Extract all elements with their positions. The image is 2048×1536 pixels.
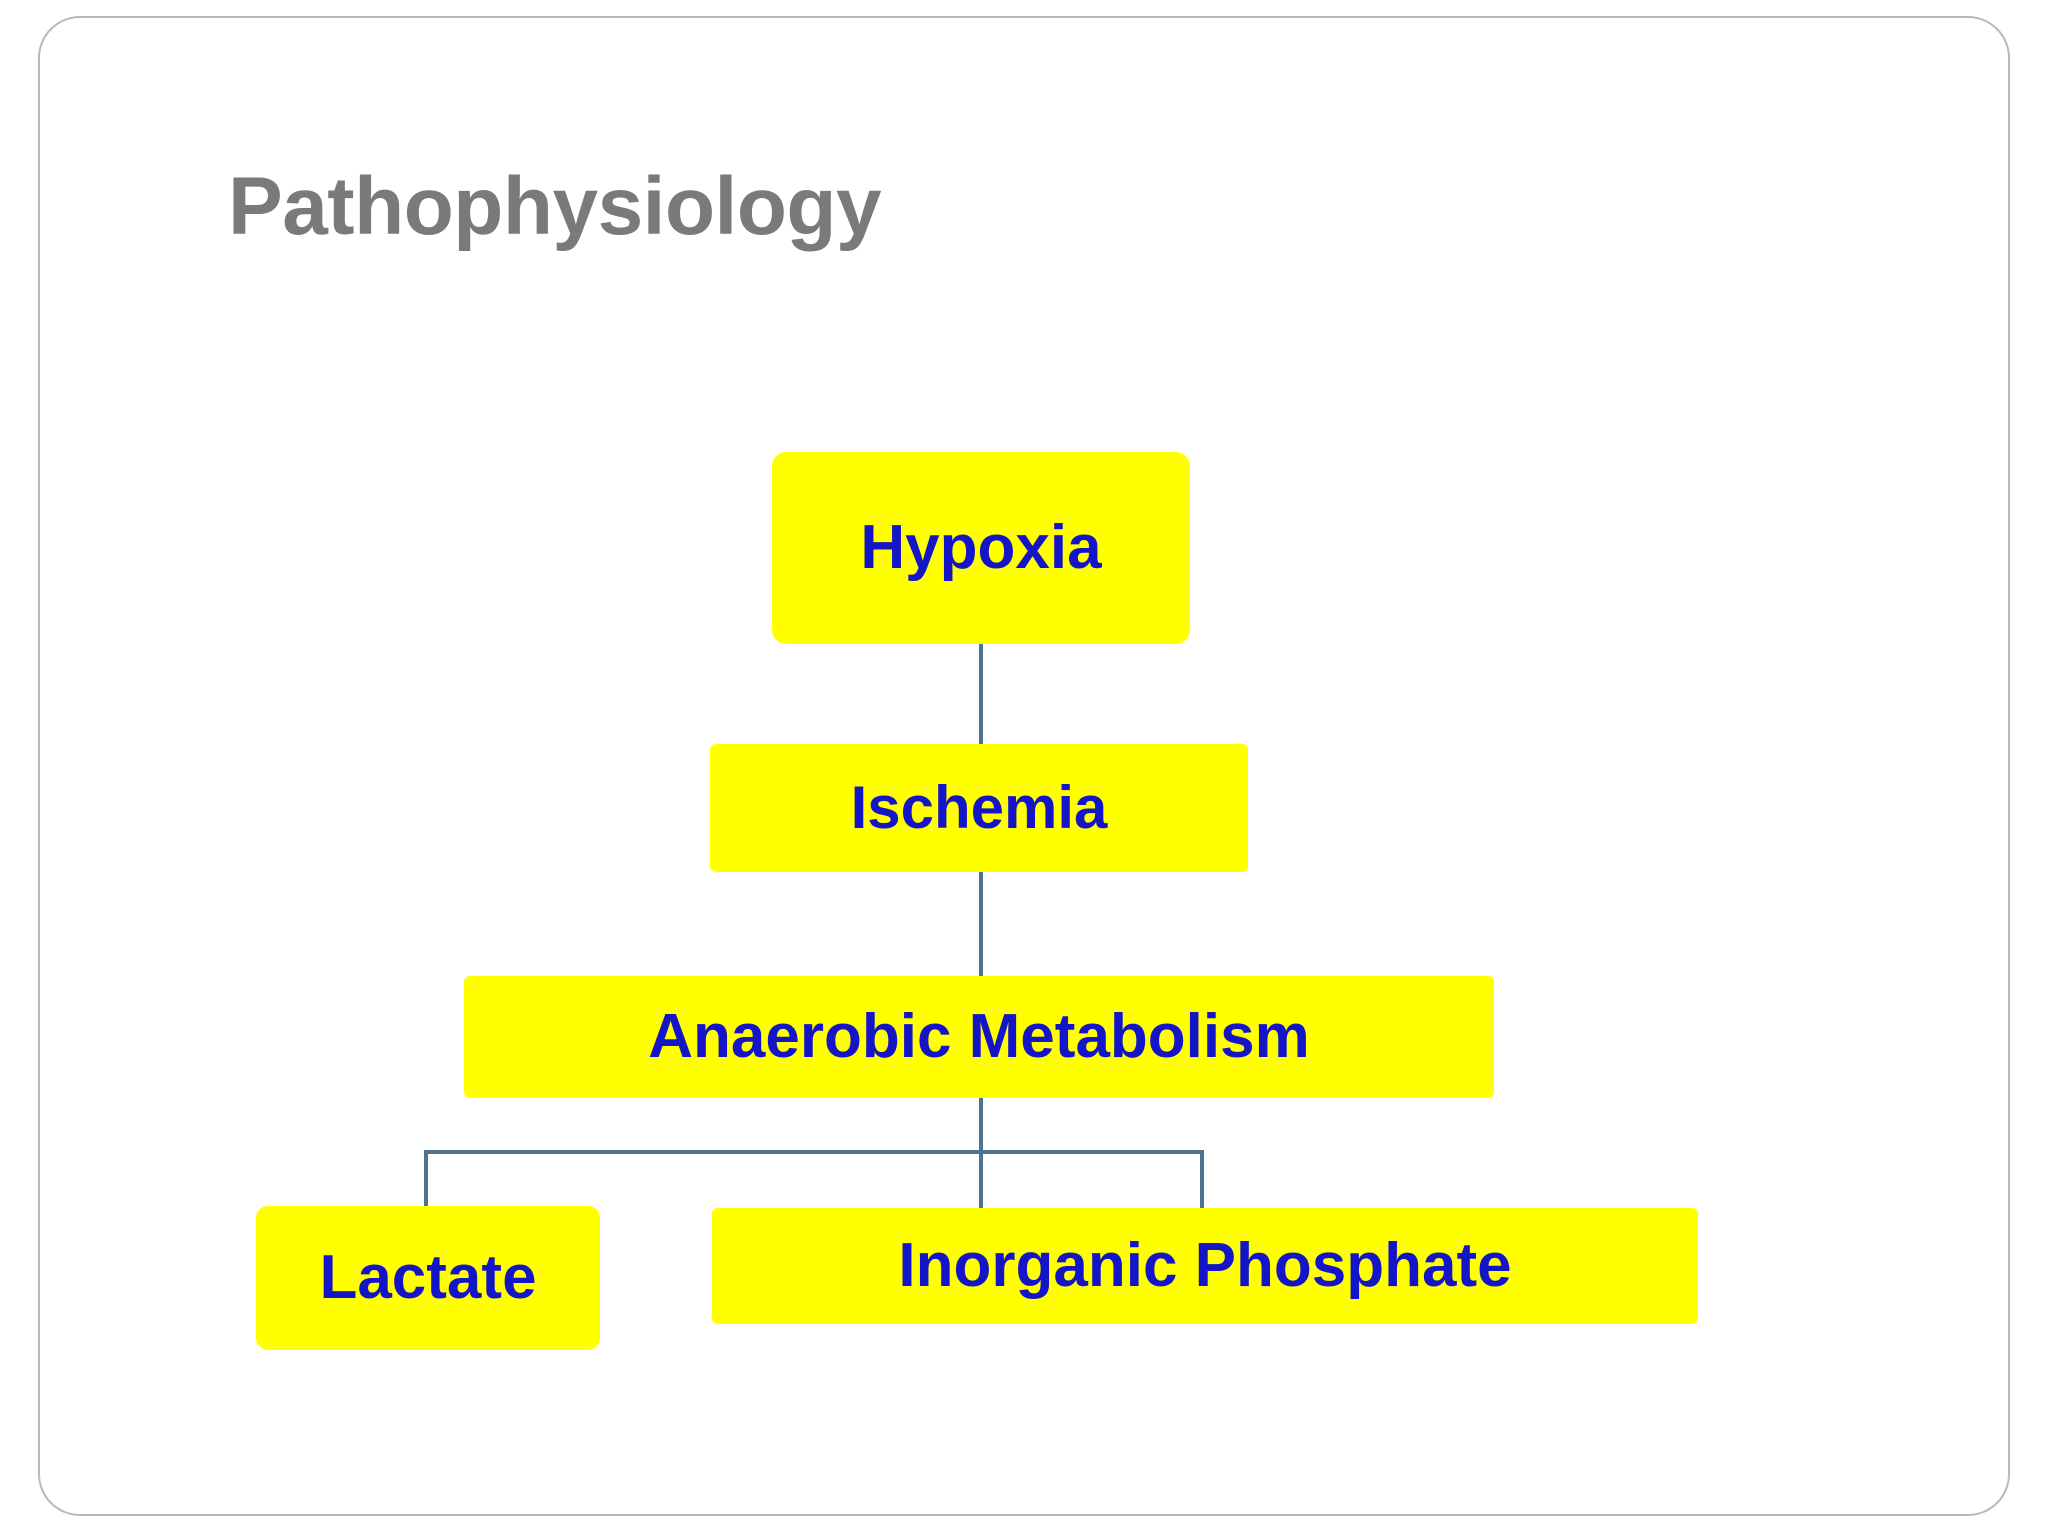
flow-node-ischemia: Ischemia bbox=[710, 744, 1248, 872]
connector-branch-to-phosphate bbox=[1200, 1150, 1204, 1212]
flow-node-hypoxia: Hypoxia bbox=[772, 452, 1190, 644]
flow-node-anaerobic-metabolism: Anaerobic Metabolism bbox=[464, 976, 1494, 1098]
connector-hypoxia-to-ischemia bbox=[979, 640, 983, 748]
connector-branch-horizontal bbox=[424, 1150, 1204, 1154]
flow-node-inorganic-phosphate: Inorganic Phosphate bbox=[712, 1208, 1698, 1324]
connector-ischemia-to-anaerobic bbox=[979, 868, 983, 980]
flow-node-lactate: Lactate bbox=[256, 1206, 600, 1350]
connector-branch-to-lactate bbox=[424, 1150, 428, 1212]
page-title: Pathophysiology bbox=[228, 161, 882, 252]
